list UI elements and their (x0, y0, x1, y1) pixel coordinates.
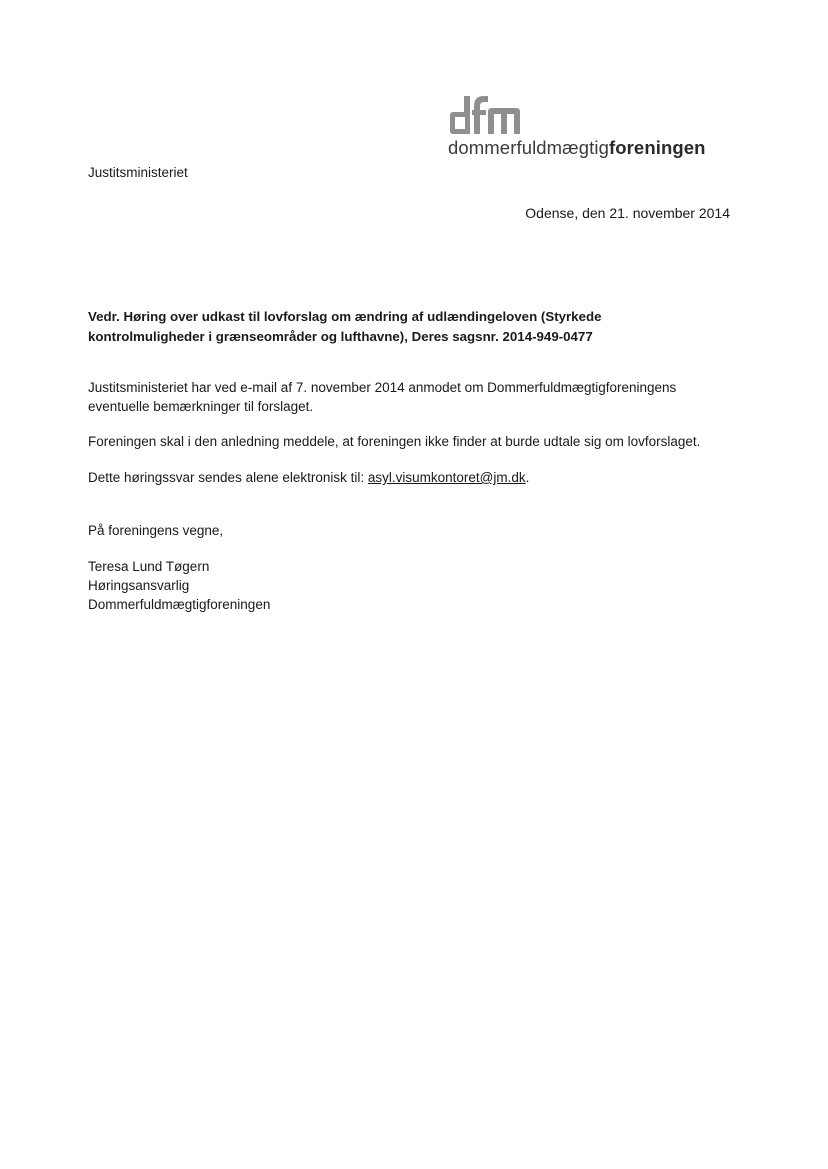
letter-date: Odense, den 21. november 2014 (525, 205, 730, 221)
signatory-organization: Dommerfuldmægtigforeningen (88, 597, 271, 612)
signatory-name: Teresa Lund Tøgern (88, 559, 210, 574)
email-intro-text: Dette høringssvar sendes alene elektronisk til: (88, 470, 368, 485)
organization-wordmark (448, 137, 706, 159)
email-link[interactable]: asyl.visumkontoret@jm.dk (367, 470, 526, 485)
recipient: Justitsministeriet (88, 165, 188, 180)
closing-line: På foreningens vegne, (88, 523, 224, 538)
email-suffix: . (525, 470, 530, 485)
signatory-title: Høringsansvarlig (88, 578, 190, 593)
body-paragraph-3 (88, 468, 738, 487)
wordmark-light: dommerfuldmægtig (448, 137, 609, 158)
signature-block (88, 557, 738, 614)
subject-line: Vedr. Høring over udkast til lovforslag om ændring af udlændingeloven (Styrkede kontrolmuligheder i grænseområder og lufthavne), Deres sagsnr. 2014-949-0477 (88, 309, 602, 344)
body-paragraph-1: Justitsministeriet har ved e-mail af 7. november 2014 anmodet om Dommerfuldmægtigforeningens eventuelle bemærkninger til forslaget. (88, 380, 677, 414)
letterhead-logo (448, 92, 728, 162)
dfm-logo-mark (448, 92, 522, 136)
body-paragraph-2: Foreningen skal i den anledning meddele, at foreningen ikke finder at burde udtale sig om lovforslaget. (88, 434, 701, 449)
wordmark-bold: foreningen (608, 137, 706, 158)
